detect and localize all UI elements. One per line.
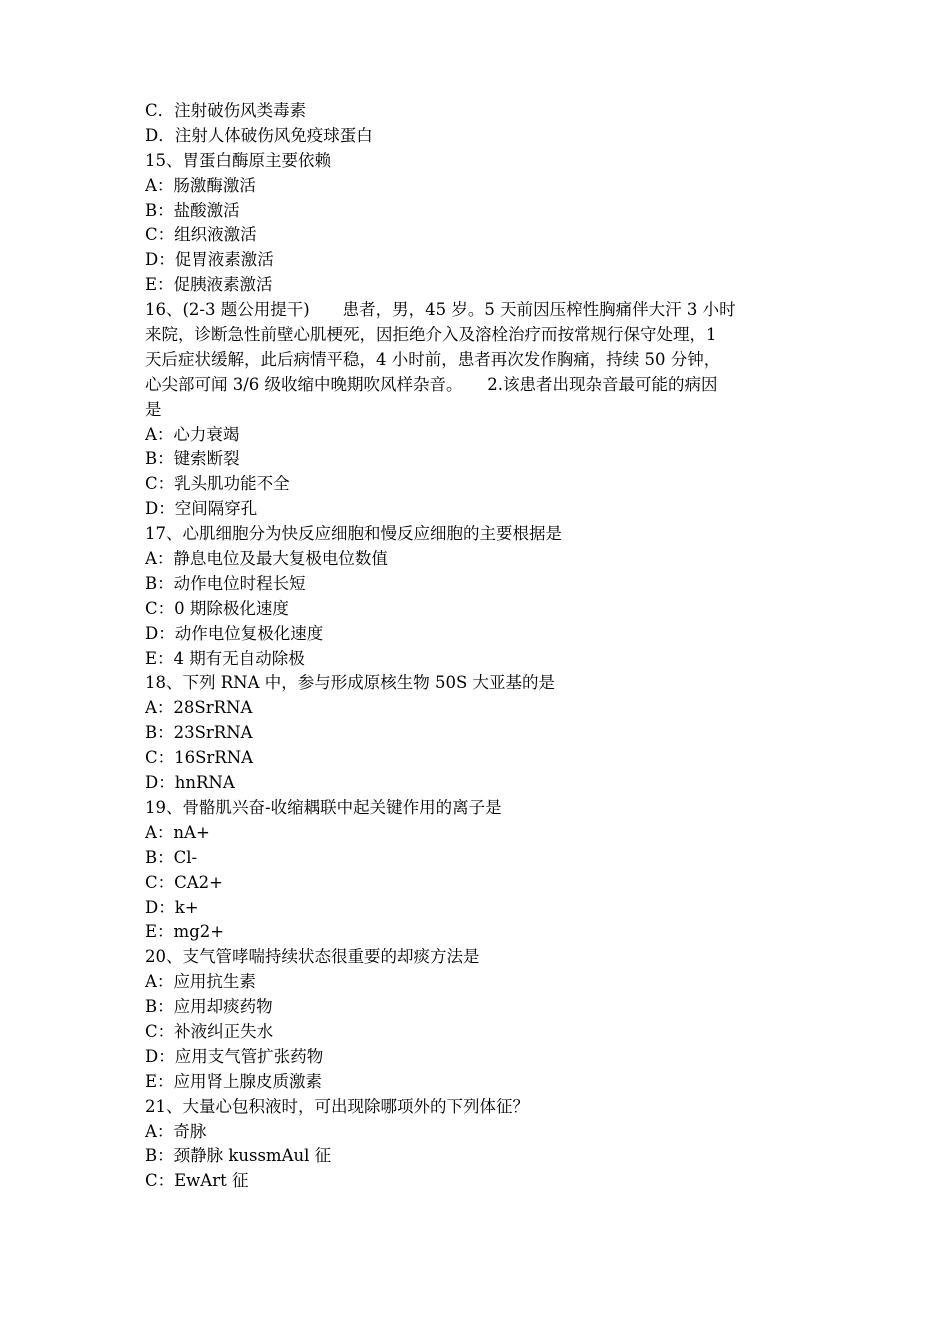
option-line: B：盐酸激活 xyxy=(145,200,240,220)
text-line: D．注射人体破伤风免疫球蛋白 xyxy=(145,125,373,145)
option-line: E：mg2+ xyxy=(145,922,225,942)
question-16-continued: 心尖部可闻 3/6 级收缩中晚期吹风样杂音。 2.该患者出现杂音最可能的病因 xyxy=(145,374,718,394)
option-line: C：乳头肌功能不全 xyxy=(145,474,290,494)
document-body xyxy=(145,99,807,1194)
option-line: B：动作电位时程长短 xyxy=(145,573,306,593)
question-16-continued: 天后症状缓解，此后病情平稳，4 小时前，患者再次发作胸痛，持续 50 分钟， xyxy=(145,349,721,369)
question-15: 15、胃蛋白酶原主要依赖 xyxy=(145,150,331,170)
question-16-continued: 来院，诊断急性前壁心肌梗死，因拒绝介入及溶栓治疗而按常规行保守处理，1 xyxy=(145,325,717,345)
question-16-continued: 是 xyxy=(145,399,162,419)
option-line: B：Cl- xyxy=(145,847,198,867)
option-line: D：k+ xyxy=(145,897,199,917)
option-line: A：nA+ xyxy=(145,822,210,842)
option-line: A：28SrRNA xyxy=(145,698,253,718)
option-line: C：补液纠正失水 xyxy=(145,1021,274,1041)
question-19: 19、骨骼肌兴奋-收缩耦联中起关键作用的离子是 xyxy=(145,797,502,817)
option-line: C：16SrRNA xyxy=(145,748,254,768)
option-line: D：应用支气管扩张药物 xyxy=(145,1046,324,1066)
option-line: E：4 期有无自动除极 xyxy=(145,648,305,668)
option-line: B：23SrRNA xyxy=(145,723,253,743)
option-line: E：促胰液素激活 xyxy=(145,275,273,295)
option-line: C：EwArt 征 xyxy=(145,1171,249,1191)
option-line: A：心力衰竭 xyxy=(145,424,240,444)
question-17: 17、心肌细胞分为快反应细胞和慢反应细胞的主要根据是 xyxy=(145,524,562,544)
option-line: D：hnRNA xyxy=(145,773,235,793)
question-18: 18、下列 RNA 中，参与形成原核生物 50S 大亚基的是 xyxy=(145,673,556,693)
option-line: A：肠激酶激活 xyxy=(145,175,256,195)
option-line: B：应用却痰药物 xyxy=(145,997,273,1017)
option-line: D：动作电位复极化速度 xyxy=(145,623,324,643)
option-line: D：促胃液素激活 xyxy=(145,250,274,270)
option-line: C：组织液激活 xyxy=(145,225,257,245)
option-line: C：CA2+ xyxy=(145,872,223,892)
option-line: A：奇脉 xyxy=(145,1121,207,1141)
question-16: 16、(2-3 题公用提干) 患者，男，45 岁。5 天前因压榨性胸痛伴大汗 3 小时 xyxy=(145,300,736,320)
text-line: C．注射破伤风类毒素 xyxy=(145,101,307,120)
option-line: A：应用抗生素 xyxy=(145,972,256,992)
question-21: 21、大量心包积液时，可出现除哪项外的下列体征？ xyxy=(145,1096,529,1116)
option-line: E：应用肾上腺皮质激素 xyxy=(145,1071,323,1091)
option-line: B：颈静脉 kussmAul 征 xyxy=(145,1146,332,1166)
option-line: D：空间隔穿孔 xyxy=(145,499,258,519)
option-line: C：0 期除极化速度 xyxy=(145,598,289,618)
option-line: B：键索断裂 xyxy=(145,449,240,469)
question-20: 20、支气管哮喘持续状态很重要的却痰方法是 xyxy=(145,947,480,967)
option-line: A：静息电位及最大复极电位数值 xyxy=(145,549,388,569)
